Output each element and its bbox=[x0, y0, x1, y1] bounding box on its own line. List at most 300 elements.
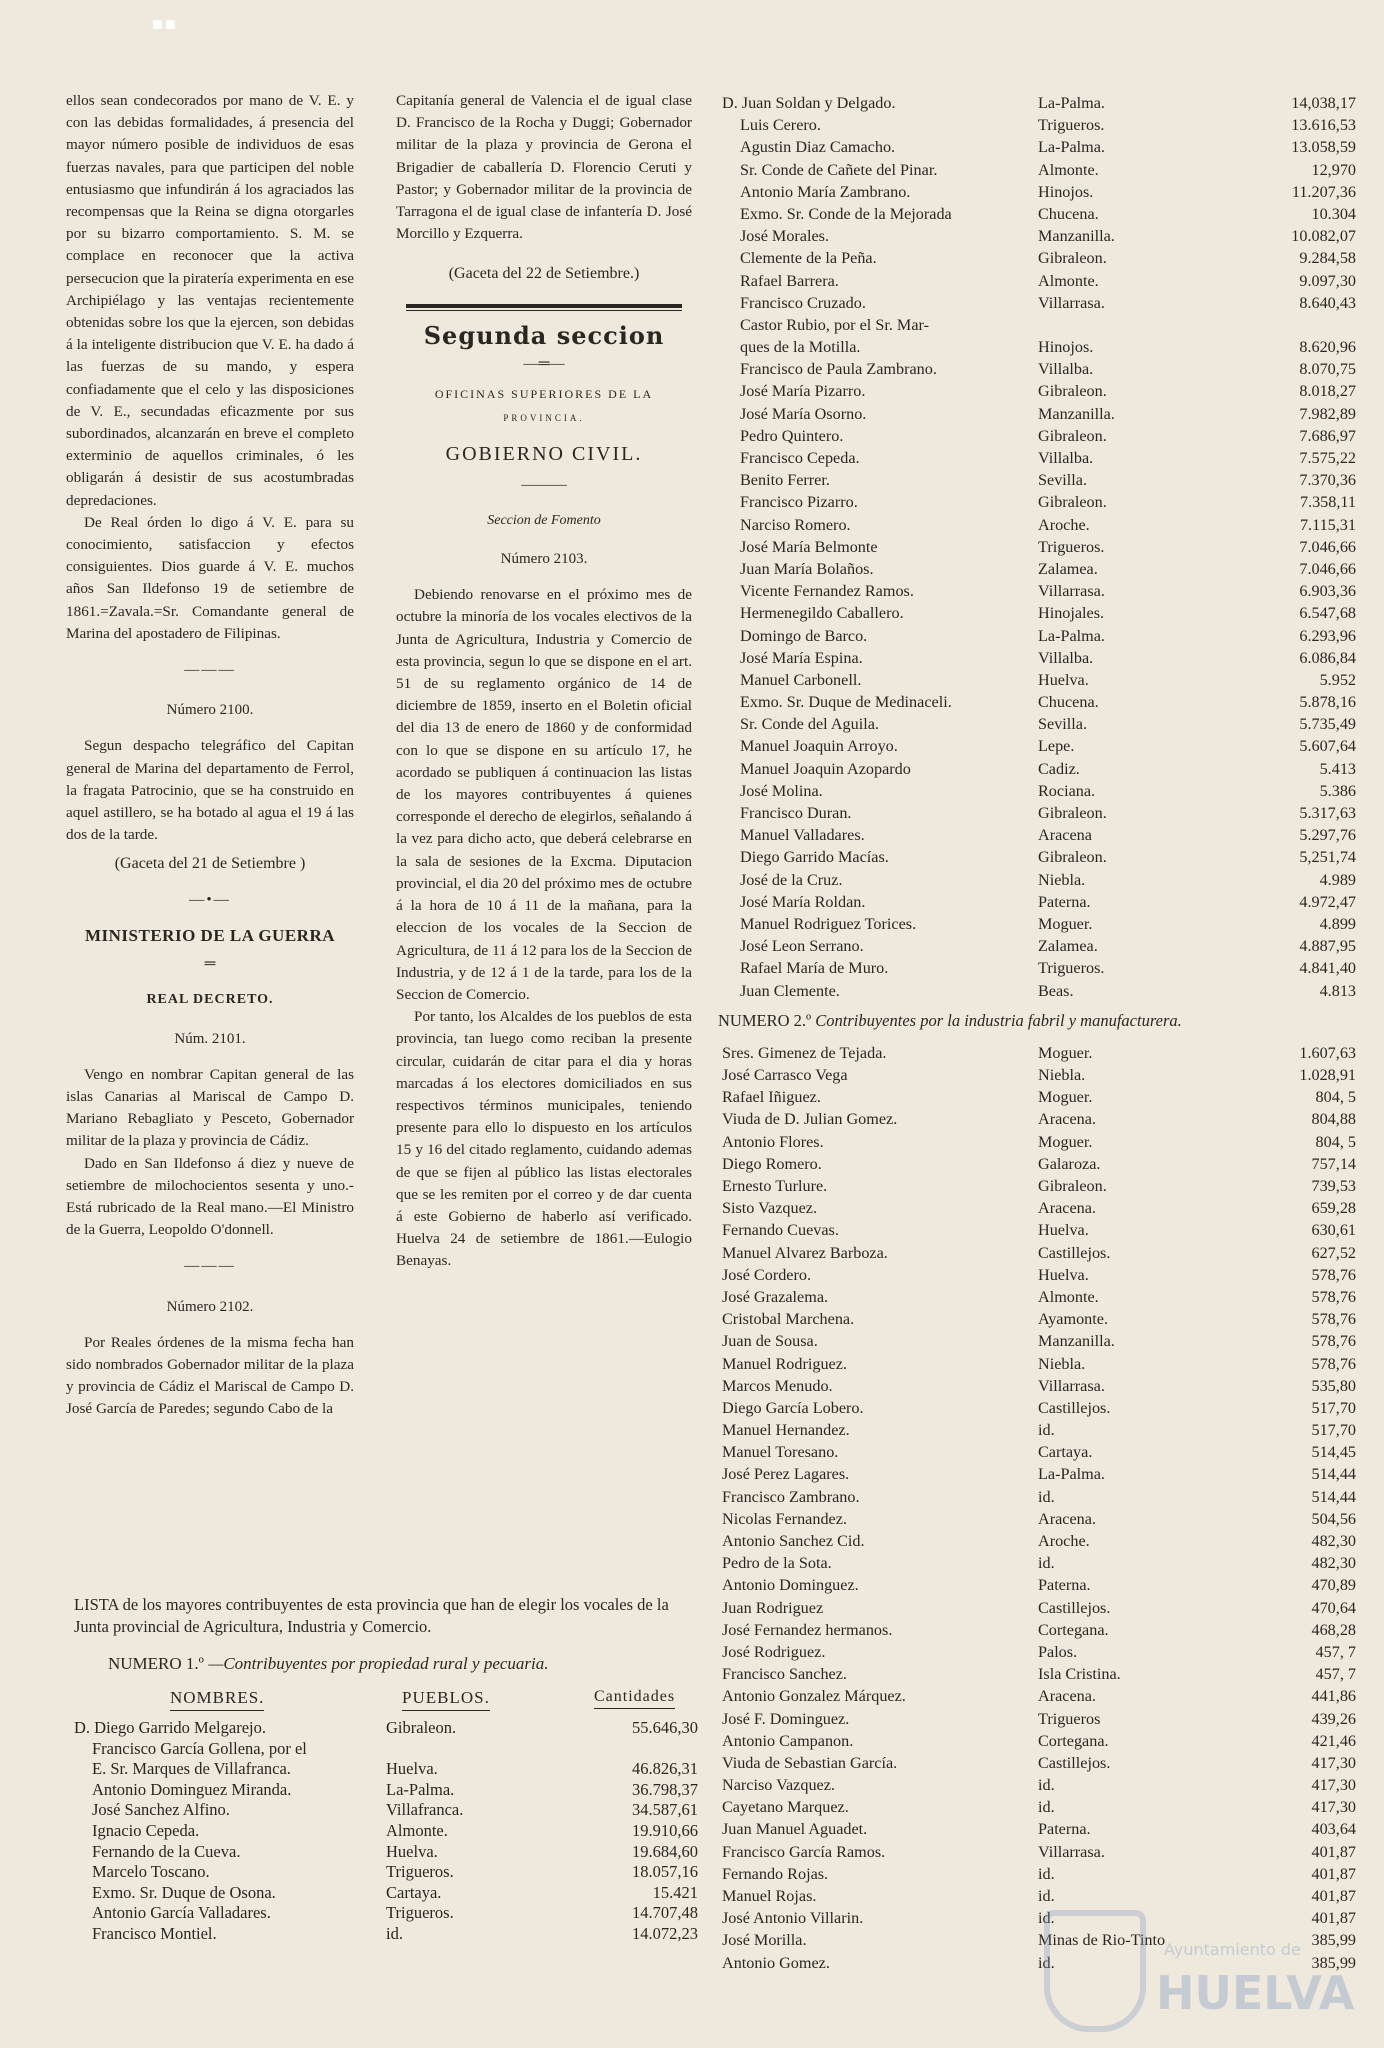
contributor-town: Trigueros bbox=[1038, 1709, 1101, 1728]
contributor-name: Manuel Carbonell. bbox=[740, 670, 862, 689]
contributor-town: Huelva. bbox=[1038, 670, 1089, 689]
contributor-amount: 5.952 bbox=[1319, 670, 1356, 689]
contributor-amount: 5.878,16 bbox=[1299, 693, 1356, 712]
contributor-name: José Grazalema. bbox=[722, 1287, 829, 1306]
provincia-heading: PROVINCIA. bbox=[503, 413, 585, 424]
table-row bbox=[722, 1086, 1362, 1108]
contributor-town: Zalamea. bbox=[1038, 937, 1098, 956]
contributor-town: Huelva. bbox=[386, 1759, 438, 1779]
contributor-name: Antonio Gonzalez Márquez. bbox=[722, 1687, 906, 1706]
contributor-name: Narciso Romero. bbox=[740, 515, 851, 534]
contributor-town: Almonte. bbox=[1038, 160, 1099, 179]
ministerio-separator: ═ bbox=[204, 955, 216, 973]
table-row bbox=[722, 1397, 1362, 1419]
contributor-amount: 804, 5 bbox=[1315, 1132, 1356, 1151]
contributor-name: Manuel Alvarez Barboza. bbox=[722, 1243, 888, 1262]
contributor-town: Almonte. bbox=[1038, 271, 1099, 290]
table-row bbox=[722, 1375, 1362, 1397]
table-row bbox=[722, 314, 1362, 336]
contributor-amount: 804,88 bbox=[1311, 1110, 1356, 1129]
contributor-town: id. bbox=[1038, 1864, 1055, 1883]
table-row bbox=[722, 713, 1362, 735]
contributor-amount: 659,28 bbox=[1311, 1199, 1356, 1218]
contributor-town: Aracena. bbox=[1038, 1199, 1096, 1218]
contributor-name: Luis Cerero. bbox=[740, 116, 821, 135]
numero-2100-heading: Número 2100. bbox=[166, 702, 254, 719]
table-row bbox=[722, 1552, 1362, 1574]
contributor-name: Diego Garrido Macías. bbox=[740, 848, 889, 867]
contributor-amount: 14.072,23 bbox=[632, 1923, 698, 1943]
table-row bbox=[722, 1486, 1362, 1508]
contributor-town: Gibraleon. bbox=[386, 1718, 457, 1737]
contributor-town: Villarrasa. bbox=[1038, 1842, 1105, 1861]
contributor-name: Francisco García Gollena, por el bbox=[92, 1738, 307, 1758]
table-row bbox=[722, 1353, 1362, 1375]
table-row bbox=[722, 1730, 1362, 1752]
contributor-town: Cortegana. bbox=[1038, 1731, 1109, 1750]
contributor-amount: 7.575,22 bbox=[1299, 449, 1356, 467]
watermark bbox=[1044, 1910, 1355, 2030]
column-1 bbox=[66, 90, 354, 1421]
contributor-amount: 8.620,96 bbox=[1299, 338, 1356, 357]
separator: ——— bbox=[184, 1257, 236, 1275]
contributor-amount: 757,14 bbox=[1311, 1154, 1356, 1173]
contributor-town: Beas. bbox=[1038, 981, 1074, 1000]
contributor-name: Agustin Diaz Camacho. bbox=[740, 138, 896, 157]
table-row bbox=[722, 1264, 1362, 1286]
contributor-amount: 482,30 bbox=[1311, 1554, 1356, 1573]
contributor-amount: 401,87 bbox=[1311, 1842, 1356, 1861]
table-row bbox=[722, 469, 1362, 491]
contributor-amount: 4.841,40 bbox=[1299, 959, 1356, 978]
contributor-town: Gibraleon. bbox=[1038, 493, 1107, 512]
contributor-town: Trigueros. bbox=[386, 1903, 454, 1923]
contributor-town: Gibraleon. bbox=[1038, 848, 1107, 867]
contributor-amount: 578,76 bbox=[1311, 1332, 1356, 1351]
contributor-town: id. bbox=[1038, 1798, 1055, 1817]
contributor-amount: 468,28 bbox=[1311, 1620, 1356, 1639]
contributor-name: Manuel Rodriguez. bbox=[722, 1354, 847, 1373]
lista-title: LISTA de los mayores contribuyentes de esta provincia que han de elegir los vocales de la Junta provincial de Agricultura, Industria y Comercio. bbox=[74, 1595, 669, 1636]
contributor-name: Manuel Valladares. bbox=[740, 826, 865, 845]
contributor-town: Hinojos. bbox=[1038, 338, 1094, 357]
separator: —•— bbox=[189, 890, 231, 908]
numero-1-description: —Contribuyentes por propiedad rural y pecuaria. bbox=[208, 1654, 549, 1673]
table-row bbox=[722, 447, 1362, 469]
table-row bbox=[722, 1064, 1362, 1086]
table-row bbox=[74, 1862, 698, 1883]
contributor-town: Huelva. bbox=[1038, 1221, 1089, 1240]
contributor-name: Manuel Rodriguez Torices. bbox=[740, 914, 917, 933]
contributor-name: Sres. Gimenez de Tejada. bbox=[722, 1043, 887, 1062]
contributor-amount: 535,80 bbox=[1311, 1376, 1356, 1395]
table-row bbox=[74, 1739, 694, 1760]
contributor-name: Rafael María de Muro. bbox=[740, 959, 889, 978]
table-row bbox=[722, 159, 1362, 181]
contributor-name: Francisco García Ramos. bbox=[722, 1842, 886, 1861]
table-row bbox=[722, 1774, 1362, 1796]
table-row bbox=[722, 1441, 1362, 1463]
contributor-name: José María Espina. bbox=[740, 648, 863, 667]
table-row bbox=[74, 1820, 698, 1842]
contributor-amount: 470,64 bbox=[1311, 1598, 1356, 1617]
contributor-name: José María Roldan. bbox=[740, 892, 866, 911]
table-row bbox=[722, 1752, 1362, 1774]
table-row bbox=[722, 247, 1362, 269]
contributor-town: Villalba. bbox=[1038, 449, 1094, 467]
contributor-amount: 804, 5 bbox=[1315, 1088, 1356, 1107]
contributor-amount: 1.028,91 bbox=[1299, 1066, 1356, 1085]
contributor-name: Viuda de Sebastian García. bbox=[722, 1753, 898, 1772]
contributor-town: Castillejos. bbox=[1038, 1753, 1111, 1772]
contributor-name: D. Diego Garrido Melgarejo. bbox=[74, 1718, 266, 1737]
contributor-name: Clemente de la Peña. bbox=[740, 249, 877, 268]
contributor-town: Cadiz. bbox=[1038, 759, 1080, 778]
contributor-town: Trigueros. bbox=[386, 1862, 454, 1882]
separator: ——— bbox=[521, 475, 567, 493]
contributor-amount: 630,61 bbox=[1311, 1221, 1356, 1240]
contributor-amount: 457, 7 bbox=[1315, 1642, 1356, 1661]
contributor-town: Gibraleon. bbox=[1038, 1177, 1107, 1196]
contributor-name: José Antonio Villarin. bbox=[722, 1909, 864, 1928]
contributor-town: Aracena. bbox=[1038, 1110, 1096, 1129]
table-row bbox=[722, 181, 1362, 203]
contributor-name: Vicente Fernandez Ramos. bbox=[740, 582, 914, 601]
contributor-name: Manuel Joaquin Arroyo. bbox=[740, 737, 898, 756]
contributor-town: Zalamea. bbox=[1038, 559, 1098, 578]
contributor-town: Minas de Rio-Tinto bbox=[1038, 1931, 1166, 1950]
contributor-name: Francisco Cruzado. bbox=[740, 293, 866, 312]
table-row bbox=[722, 980, 1362, 1002]
contributor-name: Antonio Dominguez Miranda. bbox=[92, 1779, 292, 1799]
contributor-amount: 578,76 bbox=[1311, 1354, 1356, 1373]
table-row bbox=[722, 1042, 1362, 1064]
contributor-name: E. Sr. Marques de Villafranca. bbox=[92, 1759, 291, 1779]
contributor-name: Sr. Conde de Cañete del Pinar. bbox=[740, 160, 938, 179]
col2-intro: Capitanía general de Valencia el de igual clase D. Francisco de la Rocha y Duggi; Gobernador militar de la plaza y provincia de Gerona el Brigadier de caballería D. Florencio Ceruti y Pastor; y Gobernador militar de la provincia de Tarragona el de igual clase de infantería D. José Morcillo y Ezquerra. bbox=[396, 92, 692, 243]
table-row bbox=[74, 1759, 698, 1780]
numero-2101-text-a: Vengo en nombrar Capitan general de las islas Canarias al Mariscal de Campo D. Mariano Rebagliato y Pesceto, Gobernador militar de la plaza y provincia de Cádiz. bbox=[66, 1065, 354, 1150]
contributor-town: Castillejos. bbox=[1038, 1398, 1111, 1417]
contributor-amount: 8.070,75 bbox=[1299, 360, 1356, 379]
contributor-name: Francisco Cepeda. bbox=[740, 449, 860, 467]
watermark-line1: Ayuntamiento de bbox=[1164, 1940, 1301, 1959]
contributor-town: Cartaya. bbox=[386, 1882, 442, 1902]
contributor-name: José Carrasco Vega bbox=[722, 1066, 848, 1085]
contributor-name: José María Pizarro. bbox=[740, 382, 866, 401]
contributor-name: Exmo. Sr. Duque de Osona. bbox=[92, 1882, 276, 1902]
contributor-amount: 10.082,07 bbox=[1291, 227, 1356, 246]
contributor-town: Niebla. bbox=[1038, 1066, 1086, 1085]
table-row bbox=[722, 1153, 1362, 1175]
contributor-town: Paterna. bbox=[1038, 1576, 1091, 1595]
contributor-amount: 470,89 bbox=[1311, 1576, 1356, 1595]
contributor-amount: 46.826,31 bbox=[632, 1759, 698, 1779]
table-row bbox=[722, 669, 1362, 691]
contributor-town: Aracena bbox=[1038, 826, 1092, 845]
contributor-amount: 578,76 bbox=[1311, 1265, 1356, 1284]
table-row bbox=[722, 1175, 1362, 1197]
contributor-amount: 9.284,58 bbox=[1299, 249, 1356, 268]
contributor-amount: 7.982,89 bbox=[1299, 404, 1356, 423]
col1-closing: De Real órden lo digo á V. E. para su conocimiento, satisfaccion y efectos consiguientes. Dios guarde á V. E. muchos años San Ildefonso 19 de setiembre de 1861.=Zavala.=Sr. Comandante general de Marina del apostadero de Filipinas. bbox=[66, 513, 354, 642]
contributor-name: Antonio Flores. bbox=[722, 1132, 824, 1151]
contributor-amount: 403,64 bbox=[1311, 1820, 1356, 1839]
contributor-name: Francisco Duran. bbox=[740, 804, 852, 822]
contributor-town: Huelva. bbox=[1038, 1265, 1089, 1284]
contributor-town: Chucena. bbox=[1038, 204, 1099, 223]
contributor-amount: 5.413 bbox=[1319, 759, 1356, 778]
contributor-name: Viuda de D. Julian Gomez. bbox=[722, 1110, 898, 1129]
contributor-amount: 5.317,63 bbox=[1299, 804, 1356, 822]
ministerio-guerra-heading: MINISTERIO DE LA GUERRA bbox=[84, 925, 335, 945]
table-row bbox=[722, 691, 1362, 713]
table-row bbox=[74, 1882, 698, 1904]
contributor-name: Antonio García Valladares. bbox=[92, 1903, 271, 1923]
table-row bbox=[722, 1508, 1362, 1530]
table-row bbox=[722, 846, 1362, 868]
contributor-amount: 504,56 bbox=[1311, 1509, 1356, 1528]
contributor-amount: 13.616,53 bbox=[1291, 116, 1356, 135]
contributor-name: Sr. Conde del Aguila. bbox=[740, 715, 879, 734]
contributor-town: id. bbox=[1038, 1421, 1055, 1440]
contributor-name: José Rodriguez. bbox=[722, 1642, 826, 1661]
contributor-amount: 15.421 bbox=[652, 1882, 698, 1902]
contributor-amount: 6.547,68 bbox=[1299, 604, 1356, 623]
contributor-town: Villafranca. bbox=[386, 1800, 464, 1820]
contributor-name: Francisco Montiel. bbox=[92, 1923, 217, 1943]
contributor-amount: 12,970 bbox=[1311, 160, 1356, 179]
table-row bbox=[722, 735, 1362, 757]
contributor-amount: 4.899 bbox=[1319, 914, 1356, 933]
column-2 bbox=[396, 90, 692, 1273]
contributor-name: Ernesto Turlure. bbox=[722, 1177, 828, 1196]
contributor-town: Hinojos. bbox=[1038, 182, 1094, 201]
contributor-town: Hinojales. bbox=[1038, 604, 1105, 623]
contributor-name: José Molina. bbox=[740, 781, 823, 800]
contributor-town: id. bbox=[1038, 1887, 1055, 1906]
contributor-amount: 8.018,27 bbox=[1299, 382, 1356, 401]
contributor-town: Lepe. bbox=[1038, 737, 1075, 756]
separator: ——— bbox=[184, 661, 236, 679]
contributor-name: Sisto Vazquez. bbox=[722, 1199, 818, 1218]
numero-2102-text: Por Reales órdenes de la misma fecha han sido nombrados Gobernador militar de la plaza y provincia de Cádiz el Mariscal de Campo D. José García de Paredes; segundo Cabo de la bbox=[66, 1333, 354, 1418]
table-row bbox=[722, 824, 1362, 846]
contributor-town: Isla Cristina. bbox=[1038, 1665, 1121, 1684]
contributor-town: Palos. bbox=[1038, 1642, 1078, 1661]
contributor-name: Antonio Gomez. bbox=[722, 1953, 830, 1972]
contributor-amount: 5.607,64 bbox=[1299, 737, 1356, 756]
contributor-name: José F. Dominguez. bbox=[722, 1709, 850, 1728]
contributor-name: Diego Romero. bbox=[722, 1154, 822, 1173]
table-row bbox=[74, 1923, 698, 1945]
contributor-town: Cortegana. bbox=[1038, 1620, 1109, 1639]
contributor-town: Moguer. bbox=[1038, 1132, 1093, 1151]
table-row bbox=[722, 869, 1362, 891]
table-row bbox=[74, 1841, 698, 1863]
contributor-name: Fernando Cuevas. bbox=[722, 1221, 839, 1240]
contributor-amount: 4.972,47 bbox=[1299, 892, 1356, 911]
contributor-name: Pedro de la Sota. bbox=[722, 1554, 832, 1573]
table-row bbox=[722, 270, 1362, 292]
table-row bbox=[722, 935, 1362, 957]
contributor-amount: 517,70 bbox=[1311, 1398, 1356, 1417]
table-row bbox=[722, 1841, 1362, 1863]
table-row bbox=[722, 1663, 1362, 1685]
contributor-name: José María Belmonte bbox=[740, 537, 878, 556]
segunda-seccion-title: Segunda seccion bbox=[423, 320, 665, 350]
contributor-town: La-Palma. bbox=[1038, 138, 1105, 157]
contributor-amount: 9.097,30 bbox=[1299, 271, 1356, 290]
contributor-amount: 5.386 bbox=[1319, 781, 1356, 800]
contributor-name: Cayetano Marquez. bbox=[722, 1798, 849, 1817]
contributor-amount: 417,30 bbox=[1311, 1798, 1356, 1817]
real-decreto-heading: REAL DECRETO. bbox=[146, 992, 274, 1008]
table-row bbox=[722, 1708, 1362, 1730]
contributor-amount: 5,251,74 bbox=[1299, 848, 1356, 867]
contributor-name: Pedro Quintero. bbox=[740, 426, 844, 445]
contributor-name: Narciso Vazquez. bbox=[722, 1776, 835, 1795]
table-row bbox=[722, 1131, 1362, 1153]
contributor-town: Sevilla. bbox=[1038, 715, 1088, 734]
contributor-amount: 7.046,66 bbox=[1299, 559, 1356, 578]
contributor-name: Diego García Lobero. bbox=[722, 1398, 864, 1417]
contributor-amount: 627,52 bbox=[1311, 1243, 1356, 1262]
header-pueblos: PUEBLOS. bbox=[402, 1688, 490, 1711]
contributor-amount: 6.903,36 bbox=[1299, 582, 1356, 601]
contributor-amount: 578,76 bbox=[1311, 1287, 1356, 1306]
contributor-amount: 14.707,48 bbox=[632, 1903, 698, 1923]
contributor-name: Nicolas Fernandez. bbox=[722, 1509, 847, 1528]
numero-2-label: NUMERO 2.º bbox=[718, 1010, 812, 1030]
contributor-name: José Morilla. bbox=[722, 1931, 807, 1950]
table-row bbox=[74, 1903, 698, 1924]
table-row bbox=[722, 403, 1362, 425]
contributor-town: Villalba. bbox=[1038, 648, 1094, 667]
numero-2102-heading: Número 2102. bbox=[166, 1298, 254, 1315]
table-row bbox=[722, 1530, 1362, 1552]
contributor-town: Gibraleon. bbox=[1038, 426, 1107, 445]
numero-2101-text-b: Dado en San Ildefonso á diez y nueve de setiembre de milochocientos sesenta y uno.-Está rubricado de la Real mano.—El Ministro de la Guerra, Leopoldo O'donnell. bbox=[66, 1154, 354, 1239]
contributor-town: Villarrasa. bbox=[1038, 1376, 1105, 1395]
table-row bbox=[722, 1597, 1362, 1619]
table-row bbox=[722, 1574, 1362, 1596]
contributor-name: Francisco Zambrano. bbox=[722, 1487, 860, 1506]
contributor-name: Francisco de Paula Zambrano. bbox=[740, 360, 937, 379]
contributor-town: Almonte. bbox=[386, 1820, 448, 1840]
contributor-name: Juan María Bolaños. bbox=[740, 559, 874, 578]
oficinas-heading: OFICINAS SUPERIORES DE LA bbox=[434, 387, 654, 402]
table-row bbox=[722, 957, 1362, 979]
table-row bbox=[722, 758, 1362, 780]
table-row bbox=[722, 514, 1362, 536]
contributor-town: Trigueros. bbox=[1038, 959, 1105, 978]
contributor-amount: 578,76 bbox=[1311, 1310, 1356, 1329]
contributor-amount: 385,99 bbox=[1311, 1953, 1356, 1972]
gaceta-22: (Gaceta del 22 de Setiembre.) bbox=[448, 265, 640, 283]
numero-2-heading bbox=[718, 1010, 1362, 1032]
table-row bbox=[74, 1779, 698, 1801]
contributor-town: Villalba. bbox=[1038, 360, 1094, 379]
contributor-amount: 14,038,17 bbox=[1291, 94, 1356, 112]
table-row bbox=[722, 203, 1362, 225]
page-marks: ■■ bbox=[152, 14, 178, 34]
contributor-town: Niebla. bbox=[1038, 1354, 1086, 1373]
table-row bbox=[722, 1219, 1362, 1241]
contributor-town: id. bbox=[1038, 1554, 1055, 1573]
contributor-town: La-Palma. bbox=[1038, 1465, 1105, 1484]
contributor-town: Manzanilla. bbox=[1038, 227, 1115, 246]
contributor-town: Villarrasa. bbox=[1038, 293, 1105, 312]
contributor-town: Almonte. bbox=[1038, 1287, 1099, 1306]
numero-1-label: NUMERO 1.º bbox=[108, 1654, 204, 1673]
table-row bbox=[722, 802, 1362, 824]
contributor-name: Manuel Joaquin Azopardo bbox=[740, 759, 911, 778]
contributor-town: Castillejos. bbox=[1038, 1598, 1111, 1617]
table-row bbox=[722, 1197, 1362, 1219]
table-row bbox=[722, 225, 1362, 247]
gobierno-civil-heading: GOBIERNO CIVIL. bbox=[445, 443, 643, 466]
table-row bbox=[74, 1800, 698, 1821]
table-row bbox=[722, 292, 1362, 314]
contributor-town: Moguer. bbox=[1038, 1088, 1093, 1107]
contributor-name: Manuel Hernandez. bbox=[722, 1421, 850, 1440]
section-rule bbox=[406, 304, 682, 311]
contributor-amount: 18.057,16 bbox=[632, 1862, 698, 1882]
contributor-amount: 13.058,59 bbox=[1291, 138, 1356, 157]
contributor-amount: 34.587,61 bbox=[632, 1800, 698, 1820]
contributor-name: Antonio Sanchez Cid. bbox=[722, 1532, 865, 1551]
contributor-name: D. Juan Soldan y Delgado. bbox=[722, 94, 896, 112]
contributor-town: Manzanilla. bbox=[1038, 404, 1115, 423]
table-row bbox=[722, 1818, 1362, 1840]
table-industria-fabril bbox=[722, 1042, 1362, 1974]
contributor-amount: 421,46 bbox=[1311, 1731, 1356, 1750]
contributor-amount: 401,87 bbox=[1311, 1909, 1356, 1928]
contributor-name: Antonio Dominguez. bbox=[722, 1576, 859, 1595]
watermark-line2: HUELVA bbox=[1156, 1966, 1355, 2020]
contributor-town: Paterna. bbox=[1038, 1820, 1091, 1839]
table-row bbox=[722, 647, 1362, 669]
contributor-town: id. bbox=[386, 1923, 403, 1943]
contributor-town: Aroche. bbox=[1038, 1532, 1090, 1551]
contributor-name: Manuel Rojas. bbox=[722, 1887, 817, 1906]
contributor-amount: 5.735,49 bbox=[1299, 715, 1356, 734]
table-row bbox=[722, 1242, 1362, 1264]
contributor-name: Domingo de Barco. bbox=[740, 626, 868, 645]
contributor-name: José Leon Serrano. bbox=[740, 937, 864, 956]
contributor-name: José Fernandez hermanos. bbox=[722, 1620, 893, 1639]
contributor-town: Trigueros. bbox=[1038, 537, 1105, 556]
contributor-town: Paterna. bbox=[1038, 892, 1091, 911]
contributor-amount: 10.304 bbox=[1311, 204, 1356, 223]
numero-1-heading bbox=[108, 1654, 694, 1674]
contributor-town: Niebla. bbox=[1038, 870, 1086, 889]
table-row bbox=[722, 1308, 1362, 1330]
numero-2-description: Contribuyentes por la industria fabril y manufacturera. bbox=[815, 1010, 1182, 1030]
contributor-amount: 55.646,30 bbox=[632, 1718, 698, 1737]
contributor-town: La-Palma. bbox=[1038, 94, 1105, 112]
table-row bbox=[722, 891, 1362, 913]
numero-2100-text: Segun despacho telegráfico del Capitan general de Marina del departamento de Ferrol, la fragata Patrocinio, que se ha construido en aquel astillero, se ha botado al agua el 19 á las dos de la tarde. bbox=[66, 737, 354, 844]
contributor-amount: 11.207,36 bbox=[1291, 182, 1356, 201]
table-row bbox=[722, 580, 1362, 602]
lista-block bbox=[74, 1594, 698, 1945]
contributor-amount: 1.607,63 bbox=[1299, 1043, 1356, 1062]
numero-2103-text-a: Debiendo renovarse en el próximo mes de octubre la minoría de los vocales electivos de la Junta de Agricultura, Industria y Comercio de esta provincia, segun lo que se dispone en el art. 51 de su reglamento orgánico de 14 de diciembre de 1859, inserto en el Boletin oficial del dia 13 de enero de 1860 y de conformidad con lo que se dispone en su artículo 17, he acordado se publiquen á continuacion las listas de los mayores contribuyentes á quienes corresponde el derecho de elegirlos, señalando á la vez para dicho acto, que deberá celebrarse en la sala de sesiones de la Excma. Diputacion provincial, el dia 20 del próximo mes de octubre á la hora de 10 á 11 de la mañana, para la eleccion de los vocales de la Seccion de Agricultura, de 11 á 12 para los de la Seccion de Industria, y de 12 á 1 de la tarde, para los de la Seccion de Comercio. bbox=[396, 586, 692, 1003]
contributor-town: id. bbox=[1038, 1953, 1055, 1972]
contributor-name: ques de la Motilla. bbox=[740, 338, 861, 357]
